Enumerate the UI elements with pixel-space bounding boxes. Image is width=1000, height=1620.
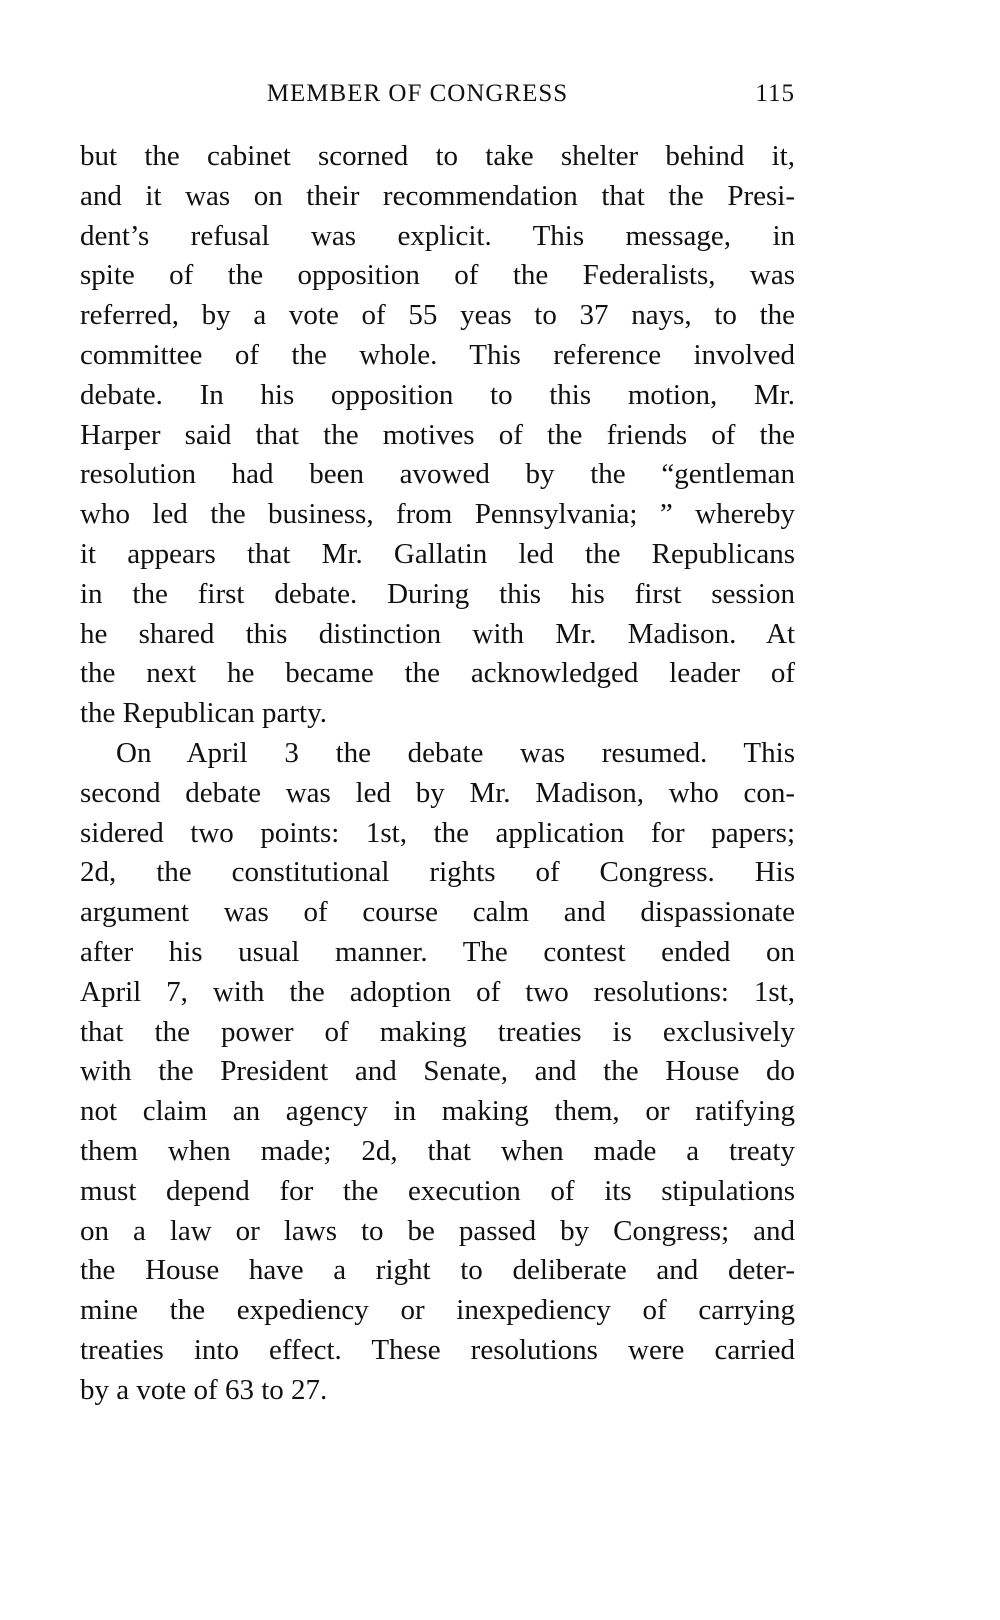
text-line: them when made; 2d, that when made a treaty [80,1134,795,1167]
text-line: the Republican party. [80,697,327,730]
text-line: April 7, with the adoption of two resolutions: 1st, [80,975,795,1008]
text-line: Harper said that the motives of the friends of the [80,418,795,451]
text-line: dent’s refusal was explicit. This message, in [80,219,795,252]
text-line: he shared this distinction with Mr. Madison. At [80,617,795,650]
running-title: MEMBER OF CONGRESS [266,80,569,107]
text-line: treaties into effect. These resolutions were carried [80,1333,795,1366]
text-line: must depend for the execution of its stipulations [80,1174,795,1207]
text-line: after his usual manner. The contest ended on [80,935,795,968]
text-line: sidered two points: 1st, the application for papers; [80,816,795,849]
running-header [80,80,795,116]
text-line: second debate was led by Mr. Madison, who con- [80,776,795,809]
text-line: On April 3 the debate was resumed. This [116,736,795,769]
text-line: on a law or laws to be passed by Congress; and [80,1214,795,1247]
text-line: mine the expediency or inexpediency of carrying [80,1294,795,1327]
text-line: resolution had been avowed by the “gentleman [80,458,795,491]
text-line: debate. In his opposition to this motion, Mr. [80,378,795,411]
text-line: argument was of course calm and dispassionate [80,896,795,929]
text-line: in the first debate. During this his first session [80,577,795,610]
text-line: committee of the whole. This reference involved [80,338,795,371]
text-line: and it was on their recommendation that the Presi- [80,179,795,212]
text-line: it appears that Mr. Gallatin led the Republicans [80,537,795,570]
body-text [80,137,795,1411]
text-line: not claim an agency in making them, or ratifying [80,1095,795,1128]
text-line: spite of the opposition of the Federalists, was [80,259,795,292]
text-line: but the cabinet scorned to take shelter behind it, [80,140,795,172]
text-line: the next he became the acknowledged leader of [80,657,795,690]
text-line: referred, by a vote of 55 yeas to 37 nays, to the [80,299,795,332]
page-number: 115 [755,80,795,107]
paragraph [80,734,795,1411]
text-line: by a vote of 63 to 27. [80,1373,328,1406]
text-line: that the power of making treaties is exclusively [80,1015,795,1048]
text-line: the House have a right to deliberate and deter- [80,1254,795,1287]
text-line: 2d, the constitutional rights of Congress. His [80,856,795,889]
text-line: who led the business, from Pennsylvania; ” whereby [80,498,795,531]
text-line: with the President and Senate, and the House do [80,1055,795,1088]
paragraph [80,137,795,734]
